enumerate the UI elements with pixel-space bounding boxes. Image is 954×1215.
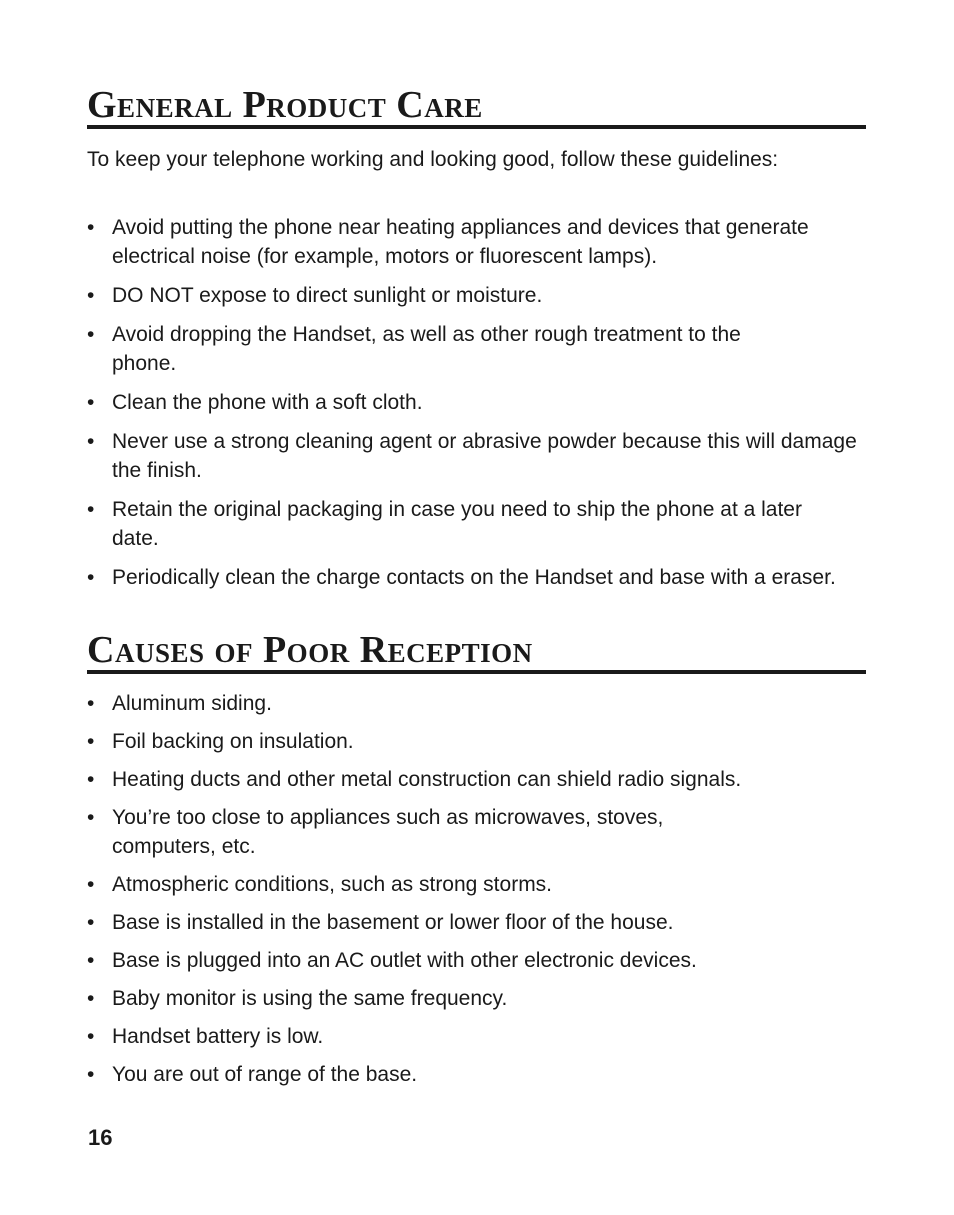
- bullet-icon: •: [87, 216, 95, 239]
- list-item-text: Aluminum siding.: [112, 692, 272, 715]
- bullet-icon: •: [87, 498, 95, 521]
- bullet-icon: •: [87, 284, 95, 307]
- heading-causes-of-poor-reception: Causes of Poor Reception: [87, 630, 866, 674]
- list-item-text: Periodically clean the charge contacts on the Handset and base with a eraser.: [112, 566, 836, 589]
- list-item-text: Heating ducts and other metal construction can shield radio signals.: [112, 768, 742, 791]
- list-item: [87, 727, 866, 756]
- bullet-icon: •: [87, 911, 95, 934]
- intro-paragraph: To keep your telephone working and looking good, follow these guidelines:: [87, 148, 779, 171]
- list-item: [87, 495, 866, 553]
- bullet-icon: •: [87, 768, 95, 791]
- list-item-text: Avoid dropping the Handset, as well as other rough treatment to the phone.: [112, 323, 741, 375]
- list-item: [87, 1060, 866, 1089]
- heading-general-product-care: General Product Care: [87, 85, 866, 129]
- list-item: [87, 946, 866, 975]
- list-item: [87, 689, 866, 718]
- list-item-text: Foil backing on insulation.: [112, 730, 354, 753]
- list-item: [87, 213, 866, 271]
- care-guidelines-list: [87, 213, 866, 592]
- bullet-icon: •: [87, 1025, 95, 1048]
- bullet-icon: •: [87, 323, 95, 346]
- list-item-text: Handset battery is low.: [112, 1025, 324, 1048]
- list-item: [87, 320, 866, 378]
- bullet-icon: •: [87, 873, 95, 896]
- bullet-icon: •: [87, 949, 95, 972]
- bullet-icon: •: [87, 1063, 95, 1086]
- list-item-text: Clean the phone with a soft cloth.: [112, 391, 423, 414]
- list-item: [87, 765, 866, 794]
- list-item: [87, 281, 866, 310]
- list-item-text: Atmospheric conditions, such as strong storms.: [112, 873, 553, 896]
- list-item: [87, 563, 866, 592]
- list-item-text: You’re too close to appliances such as microwaves, stoves, computers, etc.: [112, 806, 664, 858]
- bullet-icon: •: [87, 692, 95, 715]
- list-item: [87, 427, 866, 485]
- list-item: [87, 870, 866, 899]
- list-item: [87, 388, 866, 417]
- bullet-icon: •: [87, 730, 95, 753]
- list-item-text: DO NOT expose to direct sunlight or moisture.: [112, 284, 543, 307]
- list-item: [87, 984, 866, 1013]
- list-item-text: Never use a strong cleaning agent or abrasive powder because this will damage the finish.: [112, 430, 857, 482]
- bullet-icon: •: [87, 566, 95, 589]
- bullet-icon: •: [87, 391, 95, 414]
- reception-causes-list: [87, 689, 866, 1089]
- list-item: [87, 1022, 866, 1051]
- list-item-text: You are out of range of the base.: [112, 1063, 418, 1086]
- bullet-icon: •: [87, 806, 95, 829]
- list-item-text: Baby monitor is using the same frequency.: [112, 987, 508, 1010]
- list-item-text: Base is installed in the basement or lower floor of the house.: [112, 911, 674, 934]
- bullet-icon: •: [87, 987, 95, 1010]
- page-number: 16: [88, 1125, 113, 1150]
- list-item: [87, 908, 866, 937]
- list-item-text: Retain the original packaging in case you need to ship the phone at a later date.: [112, 498, 802, 550]
- list-item-text: Avoid putting the phone near heating appliances and devices that generate electrical noise (for example, motors or fluorescent lamps).: [112, 216, 809, 268]
- list-item-text: Base is plugged into an AC outlet with other electronic devices.: [112, 949, 697, 972]
- bullet-icon: •: [87, 430, 95, 453]
- list-item: [87, 803, 866, 861]
